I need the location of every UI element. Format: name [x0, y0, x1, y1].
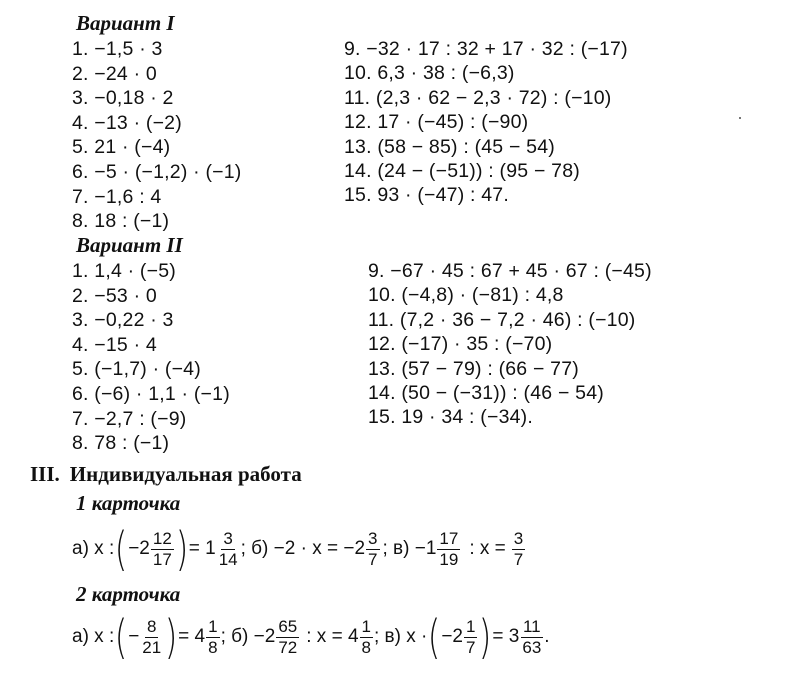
card-1-equations	[72, 522, 526, 576]
exercise-item: 3. −0,22 · 3	[72, 309, 174, 332]
eq-b-label: ; б) −2 · х = −2	[240, 538, 366, 559]
fraction: $\frac{12}{17}$	[152, 528, 172, 569]
fraction: $\frac{3}{14}$	[218, 528, 238, 569]
exercise-item: 1. 1,4 · (−5)	[72, 260, 176, 282]
exercise-item: 11. (7,2 · 36 − 7,2 · 46) : (−10)	[368, 308, 636, 331]
eq-b-label: ; б) −2	[220, 626, 276, 647]
card-2-title: 2 карточка	[76, 582, 181, 606]
exercise-item: 7. −2,7 : (−9)	[72, 407, 187, 430]
fraction: $\frac{17}{19}$	[439, 528, 459, 569]
exercise-item: 9. −32 · 17 : 32 + 17 · 32 : (−17)	[344, 38, 628, 60]
right-paren: )	[479, 610, 492, 664]
exercise-item: 9. −67 · 45 : 67 + 45 · 67 : (−45)	[368, 260, 652, 282]
exercise-item: 5. 21 · (−4)	[72, 136, 171, 159]
exercise-item: 11. (2,3 · 62 − 2,3 · 72) : (−10)	[344, 86, 612, 109]
exercise-item: 12. 17 · (−45) : (−90)	[344, 111, 529, 134]
left-paren: (	[114, 522, 128, 576]
exercise-item: 13. (58 − 85) : (45 − 54)	[344, 135, 555, 158]
exercise-item: 10. (−4,8) · (−81) : 4,8	[368, 284, 564, 307]
exercise-item: 10. 6,3 · 38 : (−6,3)	[344, 62, 515, 85]
eq-a-label: а) х :	[72, 626, 115, 647]
exercise-item: 6. (−6) · 1,1 · (−1)	[72, 382, 230, 405]
exercise-item: 1. −1,5 · 3	[72, 38, 163, 60]
exercise-item: 15. 19 · 34 : (−34).	[368, 406, 533, 429]
variant-1-column-1	[72, 37, 241, 234]
section-3-heading	[30, 462, 302, 487]
section-title: Индивидуальная работа	[69, 462, 302, 486]
exercise-item: 5. (−1,7) · (−4)	[72, 358, 201, 381]
period: .	[544, 626, 550, 647]
card-1-title: 1 карточка	[76, 491, 181, 515]
eq-a-result: = 1	[188, 538, 216, 559]
left-paren: (	[428, 610, 441, 664]
fraction: $\frac{1}{8}$	[208, 616, 218, 657]
fraction: $\frac{11}{63}$	[522, 616, 542, 657]
exercise-item: 3. −0,18 · 2	[72, 87, 174, 110]
section-number: III.	[30, 462, 60, 486]
minus-sign: −	[128, 626, 140, 647]
fraction: $\frac{3}{7}$	[368, 528, 378, 569]
variant-2-column-1	[72, 259, 230, 456]
variant-1-title: Вариант I	[76, 11, 175, 35]
variant-1-column-2	[344, 37, 628, 208]
right-paren: )	[175, 522, 189, 576]
right-paren: )	[164, 610, 178, 664]
fraction: $\frac{8}{21}$	[142, 616, 162, 657]
left-paren: (	[114, 610, 128, 664]
fraction: $\frac{3}{7}$	[513, 528, 524, 569]
card-2-equations	[72, 610, 550, 664]
exercise-item: 14. (50 − (−31)) : (46 − 54)	[368, 381, 604, 404]
exercise-item: 13. (57 − 79) : (66 − 77)	[368, 357, 579, 380]
exercise-item: 14. (24 − (−51)) : (95 − 78)	[344, 159, 580, 182]
eq-c-result: = 3	[492, 626, 520, 647]
exercise-item: 8. 78 : (−1)	[72, 432, 170, 455]
scan-speck	[739, 117, 741, 119]
variant-2-column-2	[368, 259, 652, 430]
fraction: $\frac{1}{7}$	[465, 616, 476, 657]
exercise-item: 4. −13 · (−2)	[72, 111, 182, 134]
eq-c-label: ; в) х ·	[373, 626, 428, 647]
exercise-item: 15. 93 · (−47) : 47.	[344, 184, 509, 207]
exercise-item: 8. 18 : (−1)	[72, 210, 170, 233]
exercise-item: 4. −15 · 4	[72, 333, 157, 356]
exercise-item: 12. (−17) · 35 : (−70)	[368, 333, 553, 356]
exercise-item: 7. −1,6 : 4	[72, 185, 162, 208]
mixed-whole: −2	[441, 626, 463, 647]
eq-b-op: : х = 4	[306, 626, 359, 647]
fraction: $\frac{1}{8}$	[361, 616, 371, 657]
eq-a-label: а) х :	[72, 538, 115, 559]
exercise-item: 2. −53 · 0	[72, 284, 157, 307]
mixed-whole: −2	[128, 538, 150, 559]
eq-a-result: = 4	[178, 626, 206, 647]
exercise-item: 6. −5 · (−1,2) · (−1)	[72, 160, 242, 183]
eq-c-label: ; в) −1	[382, 538, 437, 559]
exercise-item: 2. −24 · 0	[72, 62, 157, 85]
fraction: $\frac{65}{72}$	[278, 616, 298, 657]
eq-c-op: : х =	[469, 538, 506, 559]
variant-2-title: Вариант II	[76, 233, 183, 257]
